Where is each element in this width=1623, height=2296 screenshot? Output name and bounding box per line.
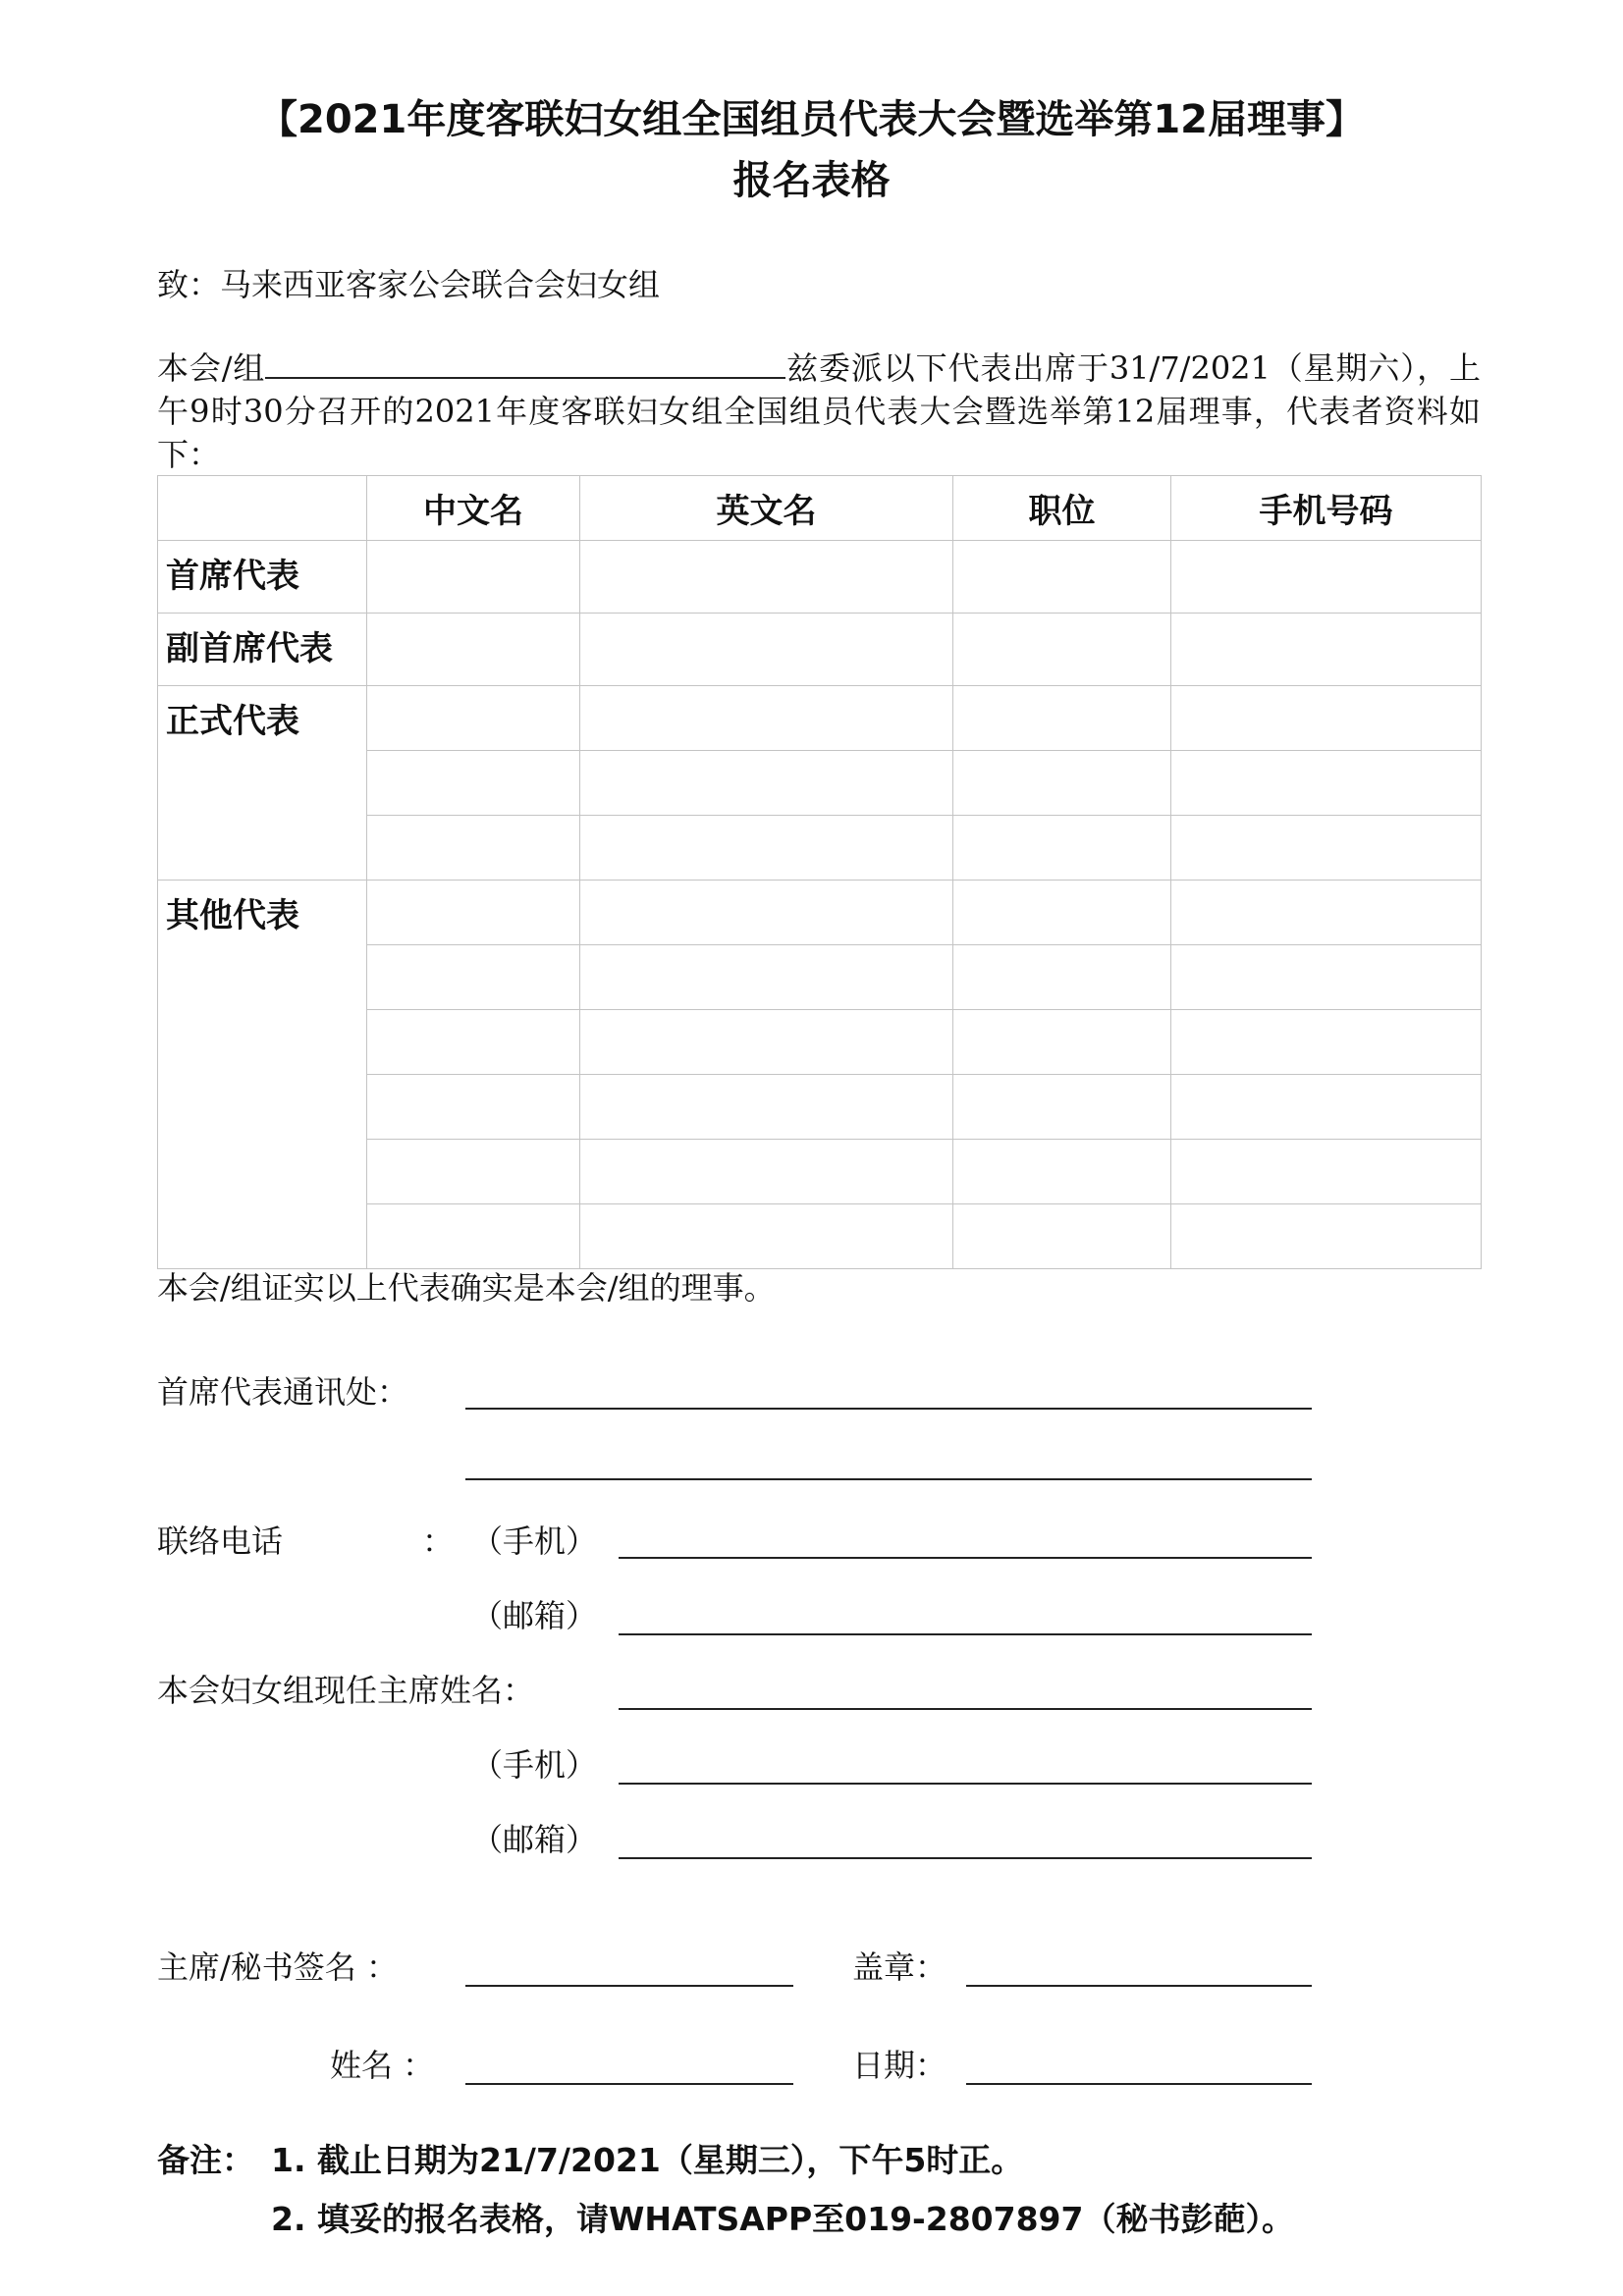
table-cell[interactable] [1171, 945, 1482, 1010]
table-header-cell: 英文名 [580, 476, 953, 541]
table-cell[interactable] [367, 614, 580, 686]
name-label: 姓名 ： [330, 2047, 435, 2084]
note-item-2: 2. 填妥的报名表格，请WHATSAPP至019-2807897（秘书彭葩）。 [271, 2200, 1294, 2238]
mobile-label: （手机） [471, 1522, 598, 1560]
table-cell[interactable] [367, 686, 580, 751]
address-label: 首席代表通讯处： [157, 1373, 409, 1411]
representatives-table [157, 475, 1482, 1269]
table-row [158, 614, 1482, 686]
date-label: 日期： [852, 2047, 947, 2084]
table-cell[interactable] [367, 1140, 580, 1204]
table-cell[interactable] [580, 1010, 953, 1075]
table-cell[interactable] [1171, 686, 1482, 751]
table-cell[interactable] [953, 881, 1171, 945]
addressee-line: 致：马来西亚客家公会联合会妇女组 [157, 266, 661, 303]
phone-label: 联络电话 [157, 1522, 284, 1560]
form-title: 【2021年度客联妇女组全国组员代表大会暨选举第12届理事】 [258, 97, 1365, 142]
chair-email-field[interactable] [619, 1857, 1312, 1859]
table-cell[interactable] [580, 541, 953, 614]
intro-suffix: 兹委派以下代表出席于31/7/2021（星期六），上午9时30分召开的2021年度客联妇女组全国组员代表大会暨选举第12届理事，代表者资料如下： [157, 349, 1481, 473]
table-cell[interactable] [953, 945, 1171, 1010]
chair-email-label: （邮箱） [471, 1821, 598, 1858]
chair-name-field[interactable] [619, 1708, 1312, 1710]
row-label-official: 正式代表 [158, 686, 367, 881]
table-header-cell [158, 476, 367, 541]
table-cell[interactable] [367, 541, 580, 614]
phone-colon: ： [422, 1522, 455, 1560]
table-cell[interactable] [953, 614, 1171, 686]
table-cell[interactable] [580, 881, 953, 945]
table-row [158, 686, 1482, 751]
table-cell[interactable] [367, 816, 580, 881]
signature-label: 主席/秘书签名 ： [157, 1949, 398, 1986]
table-cell[interactable] [580, 751, 953, 816]
table-row [158, 541, 1482, 614]
intro-paragraph [157, 346, 1481, 476]
row-label-deputy: 副首席代表 [158, 614, 367, 686]
chair-mobile-field[interactable] [619, 1783, 1312, 1785]
table-cell[interactable] [953, 816, 1171, 881]
table-cell[interactable] [1171, 751, 1482, 816]
table-cell[interactable] [580, 1204, 953, 1269]
email-label: （邮箱） [471, 1597, 598, 1634]
table-cell[interactable] [953, 541, 1171, 614]
intro-prefix: 本会/组 [157, 349, 266, 387]
table-header-cell: 职位 [953, 476, 1171, 541]
table-cell[interactable] [367, 1010, 580, 1075]
chair-mobile-label: （手机） [471, 1746, 598, 1784]
signature-field[interactable] [465, 1985, 793, 1987]
table-cell[interactable] [953, 751, 1171, 816]
table-cell[interactable] [1171, 1075, 1482, 1140]
table-cell[interactable] [367, 1204, 580, 1269]
table-header-row [158, 476, 1482, 541]
table-cell[interactable] [1171, 541, 1482, 614]
row-label-other: 其他代表 [158, 881, 367, 1269]
row-label-chief: 首席代表 [158, 541, 367, 614]
table-cell[interactable] [953, 686, 1171, 751]
table-cell[interactable] [953, 1204, 1171, 1269]
table-header-cell: 中文名 [367, 476, 580, 541]
chair-name-label: 本会妇女组现任主席姓名： [157, 1672, 535, 1709]
email-field[interactable] [619, 1633, 1312, 1635]
table-cell[interactable] [580, 816, 953, 881]
table-cell[interactable] [1171, 1140, 1482, 1204]
notes-heading: 备注： [157, 2141, 254, 2179]
association-name-field[interactable] [265, 346, 785, 379]
address-field-line-1[interactable] [465, 1408, 1312, 1410]
form-subtitle: 报名表格 [732, 158, 891, 203]
table-cell[interactable] [367, 881, 580, 945]
table-row [158, 881, 1482, 945]
name-field[interactable] [465, 2083, 793, 2085]
table-cell[interactable] [1171, 881, 1482, 945]
table-cell[interactable] [580, 1075, 953, 1140]
stamp-field[interactable] [966, 1985, 1312, 1987]
table-cell[interactable] [1171, 614, 1482, 686]
address-field-line-2[interactable] [465, 1478, 1312, 1480]
stamp-label: 盖章： [852, 1949, 947, 1986]
table-cell[interactable] [367, 751, 580, 816]
table-cell[interactable] [953, 1075, 1171, 1140]
table-cell[interactable] [1171, 1010, 1482, 1075]
table-cell[interactable] [580, 945, 953, 1010]
mobile-field[interactable] [619, 1557, 1312, 1559]
table-cell[interactable] [580, 686, 953, 751]
table-cell[interactable] [367, 945, 580, 1010]
table-cell[interactable] [953, 1010, 1171, 1075]
table-cell[interactable] [953, 1140, 1171, 1204]
table-cell[interactable] [1171, 816, 1482, 881]
table-cell[interactable] [367, 1075, 580, 1140]
table-cell[interactable] [1171, 1204, 1482, 1269]
table-cell[interactable] [580, 1140, 953, 1204]
note-item-1: 1. 截止日期为21/7/2021（星期三），下午5时正。 [271, 2141, 1024, 2179]
table-cell[interactable] [580, 614, 953, 686]
date-field[interactable] [966, 2083, 1312, 2085]
certification-statement: 本会/组证实以上代表确实是本会/组的理事。 [157, 1269, 776, 1307]
table-header-cell: 手机号码 [1171, 476, 1482, 541]
